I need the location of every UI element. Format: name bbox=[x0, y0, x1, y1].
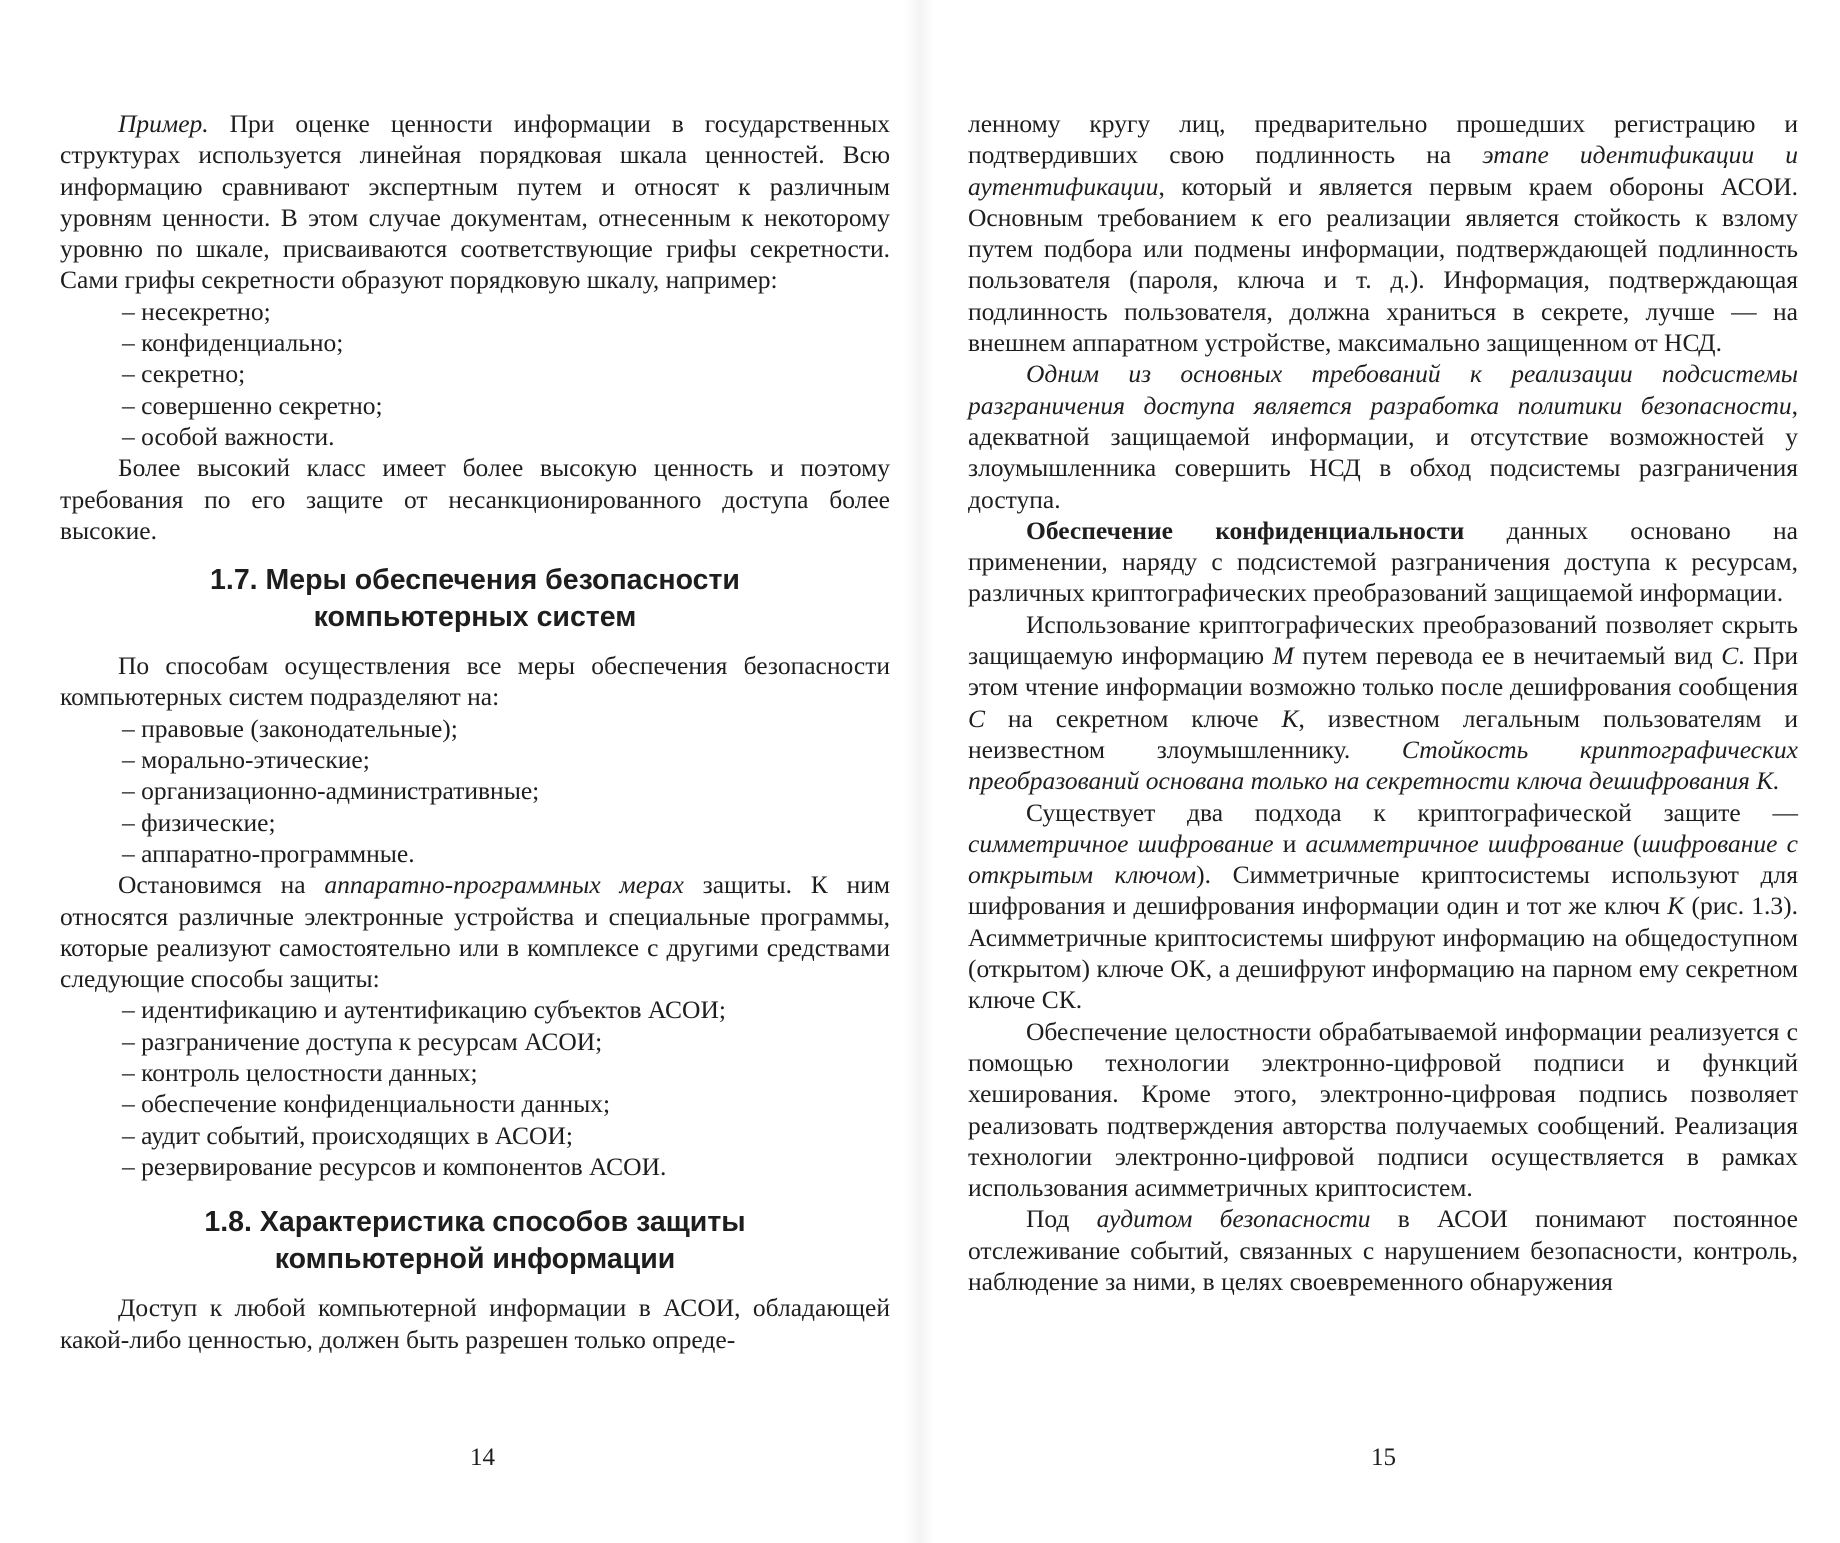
emphasis-run: Одним из основных требований к реализации подсистемы разграничения доступа является разработка политики безопасности bbox=[968, 359, 1798, 420]
text-run: в АСОИ понимают постоянное отслеживание событий, связанных с нарушением безопасности, контроль, наблюдение за ними, в целях своевременного обнаружения bbox=[968, 1204, 1798, 1296]
page-number-right: 15 bbox=[1371, 1444, 1396, 1471]
book-gutter bbox=[905, 0, 935, 1543]
heading-line: компьютерных систем bbox=[313, 601, 637, 634]
grade-item: – совершенно секретно; bbox=[122, 390, 383, 420]
text-run: (рис. 1.3). Асимметричные криптосистемы шифруют информацию на общедоступном (открытом) ключе ОК, а дешифруют информацию на парном ему секретном ключе СК. bbox=[968, 891, 1798, 1015]
section-heading-1-7 bbox=[60, 562, 890, 636]
symbol-run: C bbox=[1721, 641, 1739, 671]
text-run: путем перевода ее в нечитаемый вид bbox=[1293, 641, 1722, 671]
measure-item: – аппаратно-программные. bbox=[122, 838, 415, 868]
grade-item: – особой важности. bbox=[122, 421, 335, 451]
symbol-run: K bbox=[1281, 703, 1299, 733]
emphasis-run: симметричное шифрование bbox=[968, 828, 1274, 858]
audit-paragraph bbox=[968, 1203, 1798, 1297]
method-item: – контроль целостности данных; bbox=[122, 1058, 478, 1088]
measure-item: – физические; bbox=[122, 807, 276, 837]
crypto-paragraph bbox=[968, 609, 1798, 797]
method-item: – разграничение доступа к ресурсам АСОИ; bbox=[122, 1026, 603, 1056]
access-policy-paragraph bbox=[968, 358, 1798, 514]
page-14 bbox=[60, 108, 890, 1355]
access-paragraph: Доступ к любой компьютерной информации в АСОИ, обладающей какой-либо ценностью, должен быть разрешен только опреде- bbox=[60, 1293, 890, 1354]
symbol-run: M bbox=[1272, 641, 1294, 671]
page-15 bbox=[968, 108, 1798, 1297]
page-number-left: 14 bbox=[470, 1444, 495, 1471]
measure-item: – правовые (законодательные); bbox=[122, 713, 458, 743]
example-text: При оценке ценности информации в государственных структурах используется линейная порядковая шкала ценностей. Всю информацию сравнивают экспертным путем и относят к различным уровням ценности. В этом случае документам, отнесенным к некоторому уровню по шкале, присваиваются соответствующие грифы секретности. Сами грифы секретности образуют порядковую шкалу, например: bbox=[60, 109, 890, 295]
measure-item: – морально-этические; bbox=[122, 745, 370, 775]
hardware-measures-paragraph bbox=[60, 869, 890, 994]
symbol-run: C bbox=[968, 703, 986, 733]
emphasis-run: аудитом безопасности bbox=[1096, 1204, 1371, 1234]
emphasis-run: Стойкость криптографических преобразований основана только на секретности ключа дешифрования K. bbox=[968, 734, 1798, 796]
emphasis-run: шифрование с открытым ключом bbox=[968, 828, 1798, 890]
heading-line: 1.8. Характеристика способов защиты bbox=[204, 1206, 746, 1239]
example-paragraph bbox=[60, 108, 890, 296]
heading-line: 1.7. Меры обеспечения безопасности bbox=[210, 564, 740, 597]
text-run: защиты. К ним относятся различные электронные устройства и специальные программы, которые реализуют самостоятельно или в комплексе с другими средствами следующие способы защиты: bbox=[60, 870, 890, 994]
identification-paragraph bbox=[968, 108, 1798, 358]
measure-item: – организационно-административные; bbox=[122, 776, 540, 806]
heading-line: компьютерной информации bbox=[274, 1243, 676, 1276]
text-run: . При этом чтение информации возможно только после дешифрования сообщения bbox=[968, 641, 1798, 702]
bold-run: Обеспечение конфиденциальности bbox=[1026, 515, 1465, 545]
emphasis-run: асимметричное шифрование bbox=[1305, 828, 1624, 858]
symbol-run: K bbox=[1667, 891, 1685, 921]
measures-intro: По способам осуществления все меры обеспечения безопасности компьютерных систем подразделяют на: bbox=[60, 651, 890, 712]
text-run: ленному кругу лиц, предварительно прошедших регистрацию и подтвердивших свою подлинность на bbox=[968, 109, 1798, 170]
text-run: на секретном ключе bbox=[985, 703, 1282, 733]
emphasis-run: этапе идентификации и аутентификации bbox=[968, 140, 1798, 201]
example-lead: Пример. bbox=[118, 109, 209, 138]
text-run: ). Симметричные криптосистемы используют для шифрования и дешифрования информации один и тот же ключ bbox=[968, 860, 1798, 921]
text-run: ( bbox=[1623, 828, 1642, 858]
text-run: , который и является первым краем обороны АСОИ. Основным требованием к его реализации является стойкость к взлому путем подбора или подмены информации, подтверждающей подлинность пользователя (пароля, ключа и т. д.). Информация, подтверждающая подлинность пользователя, должна храниться в секрете, лучше — на внешнем аппаратном устройстве, максимально защищенном от НСД. bbox=[968, 171, 1798, 358]
grades-conclusion: Более высокий класс имеет более высокую ценность и поэтому требования по его защите от несанкционированного доступа более высокие. bbox=[60, 453, 890, 545]
text-run: данных основано на применении, наряду с подсистемой разграничения доступа к ресурсам, различных криптографических преобразований защищаемой информации. bbox=[968, 515, 1798, 608]
integrity-paragraph: Обеспечение целостности обрабатываемой информации реализуется с помощью технологии электронно-цифровой подписи и функций хеширования. Кроме этого, электронно-цифровая подпись позволяет реализовать подтверждения авторства получаемых сообщений. Реализация технологии электронно-цифровой подписи осуществляется в рамках использования асимметричных криптосистем. bbox=[968, 1016, 1798, 1203]
confidentiality-paragraph bbox=[968, 515, 1798, 609]
method-item: – резервирование ресурсов и компонентов АСОИ. bbox=[122, 1151, 667, 1181]
method-item: – идентификацию и аутентификацию субъектов АСОИ; bbox=[122, 995, 726, 1025]
text-run: и bbox=[1273, 828, 1306, 858]
emphasis-run: аппаратно-программных мерах bbox=[324, 870, 684, 900]
text-run: Под bbox=[1026, 1204, 1097, 1234]
section-heading-1-8 bbox=[60, 1204, 890, 1278]
text-run: Остановимся на bbox=[118, 870, 325, 900]
encryption-approaches-paragraph bbox=[968, 797, 1798, 1016]
grade-item: – секретно; bbox=[122, 359, 246, 389]
grade-item: – конфиденциально; bbox=[122, 328, 344, 358]
text-run: , известном легальным пользователям и неизвестном злоумышленнику. bbox=[968, 703, 1798, 764]
method-item: – аудит событий, происходящих в АСОИ; bbox=[122, 1120, 573, 1150]
grade-item: – несекретно; bbox=[122, 296, 271, 326]
text-run: Существует два подхода к криптографической защите — bbox=[1026, 797, 1798, 827]
text-run: Использование криптографических преобразований позволяет скрыть защищаемую информацию bbox=[968, 609, 1798, 671]
method-item: – обеспечение конфиденциальности данных; bbox=[122, 1089, 611, 1119]
text-run: , адекватной защищаемой информации, и отсутствие возможностей у злоумышленника совершить НСД в обход подсистемы разграничения доступа. bbox=[968, 390, 1798, 514]
